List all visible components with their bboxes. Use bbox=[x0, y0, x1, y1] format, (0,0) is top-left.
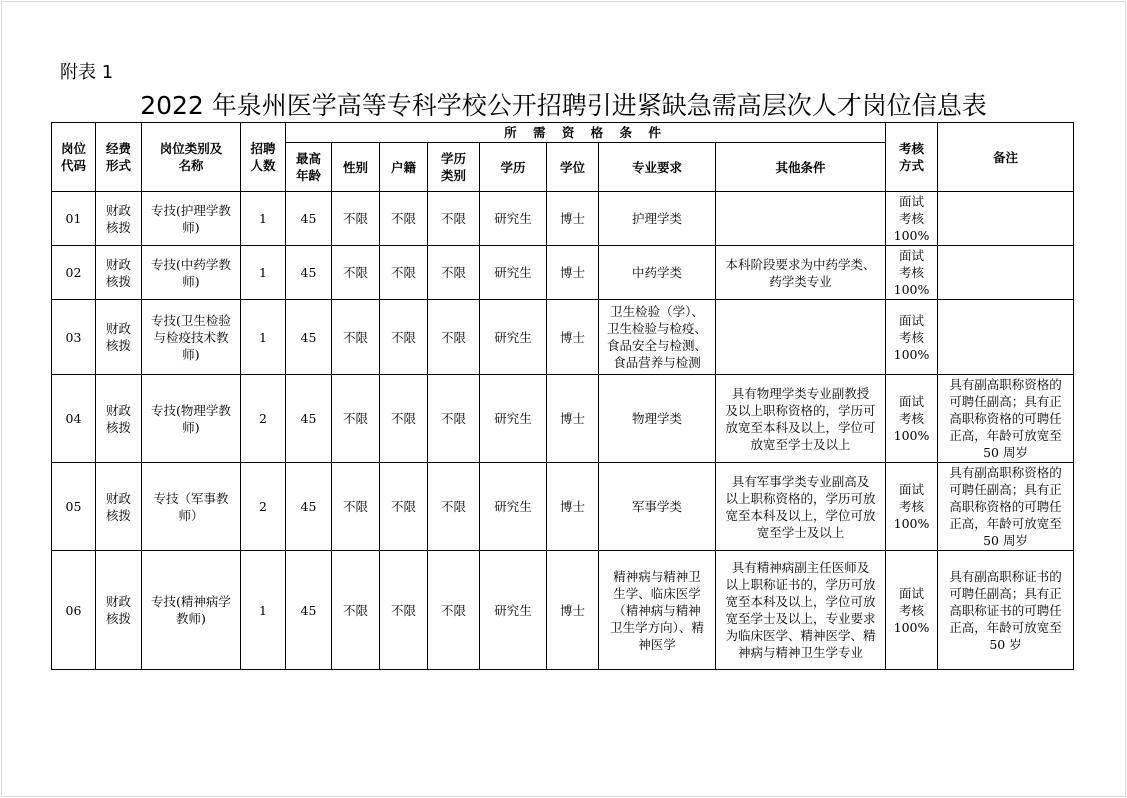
cell-major: 中药学类 bbox=[599, 246, 716, 300]
cell-other: 具有精神病副主任医师及 以上职称证书的，学历可放 宽至本科及以上，学位可放 宽至学士及以上，专业要求 为临床医学、精神医学、精 神病与精神卫生学专业 bbox=[716, 551, 886, 670]
cell-code: 04 bbox=[52, 375, 96, 463]
cell-code: 02 bbox=[52, 246, 96, 300]
cell-assessment: 面试 考核 100% bbox=[886, 375, 938, 463]
header-gender: 性别 bbox=[332, 143, 380, 192]
cell-degree: 博士 bbox=[547, 375, 599, 463]
cell-max-age: 45 bbox=[286, 375, 332, 463]
cell-max-age: 45 bbox=[286, 246, 332, 300]
cell-max-age: 45 bbox=[286, 551, 332, 670]
table-row bbox=[52, 300, 1074, 375]
cell-degree: 博士 bbox=[547, 192, 599, 246]
cell-gender: 不限 bbox=[332, 246, 380, 300]
cell-gender: 不限 bbox=[332, 300, 380, 375]
cell-degree: 博士 bbox=[547, 246, 599, 300]
cell-assessment: 面试 考核 100% bbox=[886, 192, 938, 246]
cell-funding: 财政 核拨 bbox=[96, 192, 142, 246]
header-remarks: 备注 bbox=[938, 123, 1074, 192]
cell-other bbox=[716, 192, 886, 246]
cell-category: 专技(卫生检验 与检疫技术教 师) bbox=[142, 300, 241, 375]
cell-major: 军事学类 bbox=[599, 463, 716, 551]
header-degree: 学位 bbox=[547, 143, 599, 192]
table-row bbox=[52, 375, 1074, 463]
header-category: 岗位类别及 名称 bbox=[142, 123, 241, 192]
header-education: 学历 bbox=[480, 143, 547, 192]
cell-assessment: 面试 考核 100% bbox=[886, 300, 938, 375]
cell-code: 01 bbox=[52, 192, 96, 246]
table-row bbox=[52, 246, 1074, 300]
header-count: 招聘 人数 bbox=[241, 123, 286, 192]
cell-degree: 博士 bbox=[547, 300, 599, 375]
cell-education: 研究生 bbox=[480, 192, 547, 246]
cell-degree: 博士 bbox=[547, 551, 599, 670]
appendix-label: 附表 1 bbox=[60, 62, 114, 83]
cell-education: 研究生 bbox=[480, 300, 547, 375]
cell-education: 研究生 bbox=[480, 551, 547, 670]
cell-other: 具有军事学类专业副高及 以上职称资格的，学历可放 宽至本科及以上，学位可放 宽至学士及以上 bbox=[716, 463, 886, 551]
cell-household: 不限 bbox=[380, 551, 428, 670]
cell-count: 1 bbox=[241, 246, 286, 300]
cell-count: 2 bbox=[241, 375, 286, 463]
cell-edu-type: 不限 bbox=[428, 551, 480, 670]
cell-count: 1 bbox=[241, 192, 286, 246]
cell-gender: 不限 bbox=[332, 463, 380, 551]
cell-count: 2 bbox=[241, 463, 286, 551]
header-max-age: 最高 年龄 bbox=[286, 143, 332, 192]
cell-funding: 财政 核拨 bbox=[96, 551, 142, 670]
header-row-1 bbox=[52, 123, 1074, 143]
cell-category: 专技(护理学教 师) bbox=[142, 192, 241, 246]
page-title: 2022 年泉州医学高等专科学校公开招聘引进紧缺急需高层次人才岗位信息表 bbox=[140, 91, 987, 120]
cell-category: 专技（军事教 师） bbox=[142, 463, 241, 551]
cell-assessment: 面试 考核 100% bbox=[886, 246, 938, 300]
cell-code: 03 bbox=[52, 300, 96, 375]
cell-edu-type: 不限 bbox=[428, 463, 480, 551]
header-assessment: 考核 方式 bbox=[886, 123, 938, 192]
table-row bbox=[52, 551, 1074, 670]
cell-remarks bbox=[938, 300, 1074, 375]
header-other: 其他条件 bbox=[716, 143, 886, 192]
cell-funding: 财政 核拨 bbox=[96, 300, 142, 375]
cell-other bbox=[716, 300, 886, 375]
header-household: 户籍 bbox=[380, 143, 428, 192]
cell-code: 06 bbox=[52, 551, 96, 670]
header-edu-type: 学历 类别 bbox=[428, 143, 480, 192]
cell-funding: 财政 核拨 bbox=[96, 375, 142, 463]
cell-major: 卫生检验（学）、 卫生检验与检疫、 食品安全与检测、 食品营养与检测 bbox=[599, 300, 716, 375]
cell-remarks bbox=[938, 192, 1074, 246]
header-code: 岗位 代码 bbox=[52, 123, 96, 192]
cell-max-age: 45 bbox=[286, 463, 332, 551]
cell-count: 1 bbox=[241, 300, 286, 375]
cell-edu-type: 不限 bbox=[428, 246, 480, 300]
cell-major: 物理学类 bbox=[599, 375, 716, 463]
cell-gender: 不限 bbox=[332, 551, 380, 670]
cell-edu-type: 不限 bbox=[428, 300, 480, 375]
cell-major: 护理学类 bbox=[599, 192, 716, 246]
cell-other: 具有物理学类专业副教授 及以上职称资格的，学历可 放宽至本科及以上，学位可 放宽至学士及以上 bbox=[716, 375, 886, 463]
table-row bbox=[52, 463, 1074, 551]
header-requirements: 所 需 资 格 条 件 bbox=[286, 123, 886, 143]
cell-education: 研究生 bbox=[480, 246, 547, 300]
cell-household: 不限 bbox=[380, 300, 428, 375]
cell-remarks: 具有副高职称证书的 可聘任副高；具有正 高职称证书的可聘任 正高，年龄可放宽至 50 岁 bbox=[938, 551, 1074, 670]
cell-funding: 财政 核拨 bbox=[96, 463, 142, 551]
cell-max-age: 45 bbox=[286, 300, 332, 375]
positions-table bbox=[51, 122, 1074, 670]
header-major: 专业要求 bbox=[599, 143, 716, 192]
cell-edu-type: 不限 bbox=[428, 192, 480, 246]
cell-category: 专技(中药学教 师) bbox=[142, 246, 241, 300]
cell-funding: 财政 核拨 bbox=[96, 246, 142, 300]
cell-assessment: 面试 考核 100% bbox=[886, 463, 938, 551]
cell-household: 不限 bbox=[380, 375, 428, 463]
cell-household: 不限 bbox=[380, 246, 428, 300]
cell-degree: 博士 bbox=[547, 463, 599, 551]
cell-count: 1 bbox=[241, 551, 286, 670]
table-row bbox=[52, 192, 1074, 246]
cell-household: 不限 bbox=[380, 192, 428, 246]
cell-major: 精神病与精神卫 生学、临床医学 （精神病与精神 卫生学方向）、精 神医学 bbox=[599, 551, 716, 670]
cell-gender: 不限 bbox=[332, 192, 380, 246]
cell-code: 05 bbox=[52, 463, 96, 551]
cell-gender: 不限 bbox=[332, 375, 380, 463]
cell-category: 专技(精神病学 教师) bbox=[142, 551, 241, 670]
cell-assessment: 面试 考核 100% bbox=[886, 551, 938, 670]
cell-education: 研究生 bbox=[480, 375, 547, 463]
cell-household: 不限 bbox=[380, 463, 428, 551]
cell-category: 专技(物理学教 师) bbox=[142, 375, 241, 463]
cell-education: 研究生 bbox=[480, 463, 547, 551]
cell-remarks: 具有副高职称资格的 可聘任副高；具有正 高职称资格的可聘任 正高，年龄可放宽至 50 周岁 bbox=[938, 375, 1074, 463]
cell-edu-type: 不限 bbox=[428, 375, 480, 463]
cell-remarks bbox=[938, 246, 1074, 300]
header-funding: 经费 形式 bbox=[96, 123, 142, 192]
cell-max-age: 45 bbox=[286, 192, 332, 246]
cell-remarks: 具有副高职称资格的 可聘任副高；具有正 高职称资格的可聘任 正高，年龄可放宽至 50 周岁 bbox=[938, 463, 1074, 551]
cell-other: 本科阶段要求为中药学类、 药学类专业 bbox=[716, 246, 886, 300]
